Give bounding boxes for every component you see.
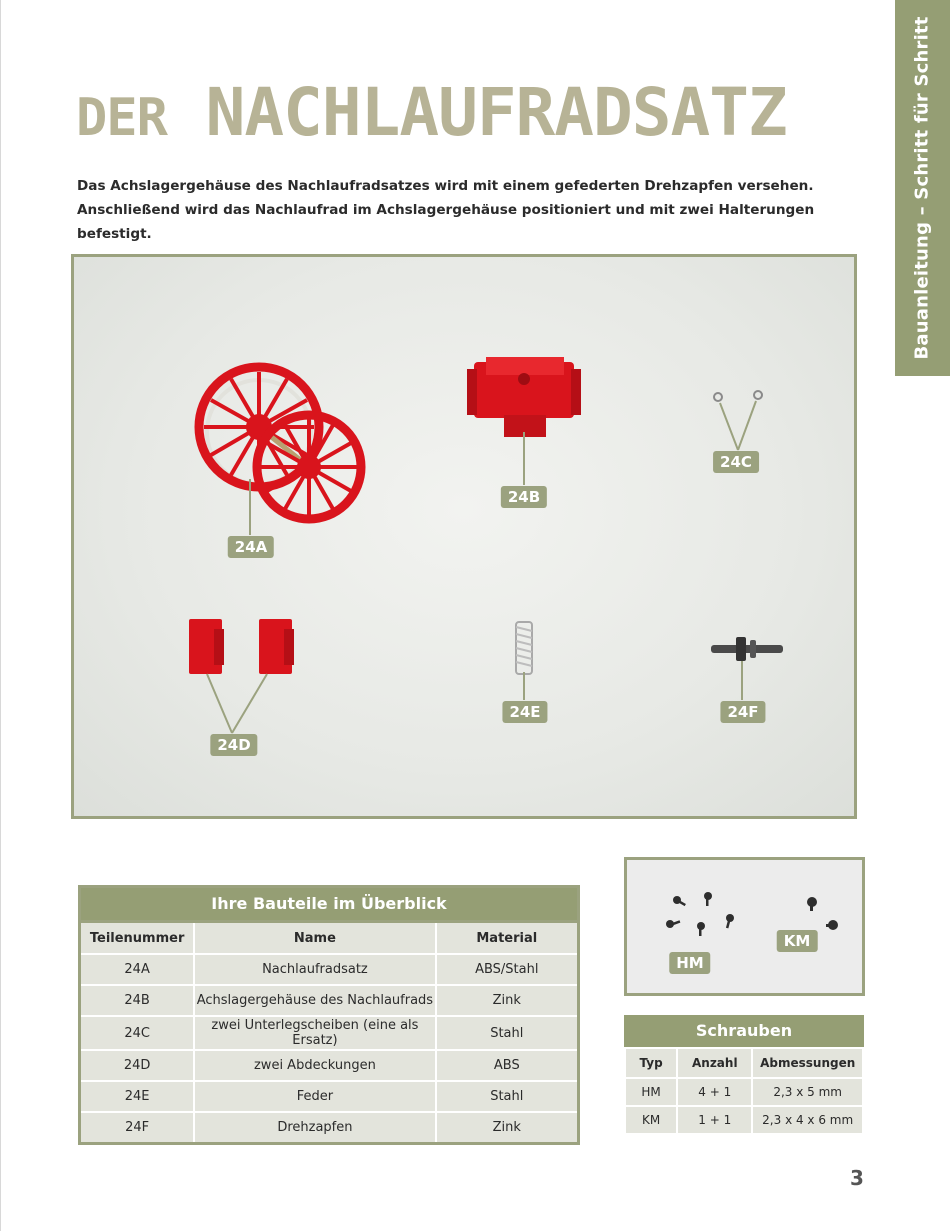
screw-dimensions-cell: 2,3 x 4 x 6 mm [752,1106,863,1134]
label-km: KM [777,930,818,952]
part-material-cell: Stahl [436,1016,579,1050]
covers-24d [189,619,294,674]
title-prefix: DER [76,88,167,148]
table-row [80,985,579,1016]
part-name-cell: zwei Unterlegscheiben (eine als Ersatz) [194,1016,435,1050]
part-number-cell: 24C [80,1016,195,1050]
part-number-cell: 24F [80,1112,195,1144]
page-title [76,74,787,153]
part-name-cell: Nachlaufradsatz [194,954,435,985]
label-24f: 24F [720,701,765,723]
side-tab-label: Bauanleitung – Schritt für Schritt [911,16,933,360]
label-24e: 24E [502,701,547,723]
col-header-type: Typ [625,1048,677,1078]
part-name-cell: Drehzapfen [194,1112,435,1144]
part-name-cell: Achslagergehäuse des Nachlaufrads [194,985,435,1016]
intro-text: Das Achslagergehäuse des Nachlaufradsatzes wird mit einem gefederten Drehzapfen versehen. Anschließend wird das Nachlaufrad im Achslagergehäuse positioniert und mit zwei Halterungen befestigt. [77,178,815,242]
table-header-row [625,1048,863,1078]
screws-illustration [627,860,862,993]
axle-box-24b [467,357,581,437]
km-screws [807,897,838,930]
parts-table-title: Ihre Bauteile im Überblick [78,885,580,920]
label-24b: 24B [501,486,547,508]
label-24d: 24D [210,734,257,756]
table-row [80,954,579,985]
screws-photo [624,857,865,996]
parts-photo-illustration [74,257,854,816]
table-row [80,1112,579,1144]
col-header-part-number: Teilenummer [80,922,195,955]
col-header-dimensions: Abmessungen [752,1048,863,1078]
part-number-cell: 24E [80,1081,195,1112]
screw-quantity-cell: 1 + 1 [677,1106,752,1134]
part-name-cell: Feder [194,1081,435,1112]
col-header-material: Material [436,922,579,955]
screws-table [624,1015,864,1135]
washers-24c [714,391,762,401]
part-material-cell: ABS [436,1050,579,1081]
parts-overview-table [78,885,580,1145]
part-material-cell: ABS/Stahl [436,954,579,985]
spring-24e [516,622,532,674]
col-header-name: Name [194,922,435,955]
label-24c: 24C [713,451,759,473]
title-main: NACHLAUFRADSATZ [205,74,787,151]
part-material-cell: Zink [436,985,579,1016]
part-material-cell: Stahl [436,1081,579,1112]
screw-dimensions-cell: 2,3 x 5 mm [752,1078,863,1106]
part-number-cell: 24B [80,985,195,1016]
part-number-cell: 24D [80,1050,195,1081]
part-number-cell: 24A [80,954,195,985]
screw-type-cell: KM [625,1106,677,1134]
label-24a: 24A [228,536,274,558]
screws-table-title: Schrauben [624,1015,864,1047]
table-row [625,1078,863,1106]
table-header-row [80,922,579,955]
table-row [625,1106,863,1134]
page-edge [0,0,1,1231]
table-row [80,1081,579,1112]
pivot-pin-24f [711,637,783,661]
wheelset-24a [199,367,361,519]
screw-quantity-cell: 4 + 1 [677,1078,752,1106]
label-hm: HM [669,952,710,974]
hm-screws [666,892,734,936]
col-header-quantity: Anzahl [677,1048,752,1078]
part-material-cell: Zink [436,1112,579,1144]
screw-type-cell: HM [625,1078,677,1106]
part-name-cell: zwei Abdeckungen [194,1050,435,1081]
parts-photo [71,254,857,819]
page-number: 3 [850,1166,864,1190]
table-row [80,1016,579,1050]
table-row [80,1050,579,1081]
